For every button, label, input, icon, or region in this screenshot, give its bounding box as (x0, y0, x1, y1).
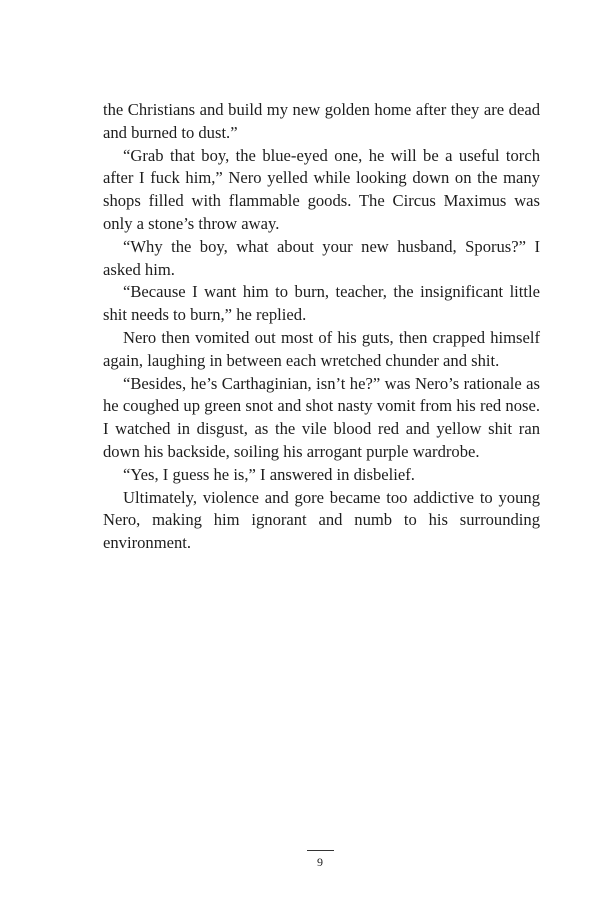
paragraph: Ultimately, violence and gore became too addictive to young Nero, making him ignorant and numb to his surrounding environment. (103, 487, 540, 553)
paragraph: “Why the boy, what about your new husband, Sporus?” I asked him. (103, 236, 540, 279)
body-text (103, 99, 540, 555)
paragraph: “Besides, he’s Carthaginian, isn’t he?” was Nero’s rationale as he coughed up green snot and shot nasty vomit from his red nose. I watched in disgust, as the vile blood red and yellow shit ran down his backside, soiling his arrogant purple wardrobe. (103, 373, 540, 461)
paragraph: “Because I want him to burn, teacher, the insignificant little shit needs to burn,” he replied. (103, 282, 540, 325)
paragraph: the Christians and build my new golden home after they are dead and burned to dust.” (103, 100, 540, 142)
paragraph: “Grab that boy, the blue-eyed one, he will be a useful torch after I fuck him,” Nero yelled while looking down on the many shops filled with flammable goods. The Circus Maximus was only a stone’s throw away. (103, 145, 540, 233)
page-number: 9 (317, 855, 323, 869)
paragraph: Nero then vomited out most of his guts, then crapped himself again, laughing in between each wretched chunder and shit. (103, 327, 540, 370)
paragraph: “Yes, I guess he is,” I answered in disbelief. (123, 464, 415, 484)
footer-rule (307, 850, 334, 851)
